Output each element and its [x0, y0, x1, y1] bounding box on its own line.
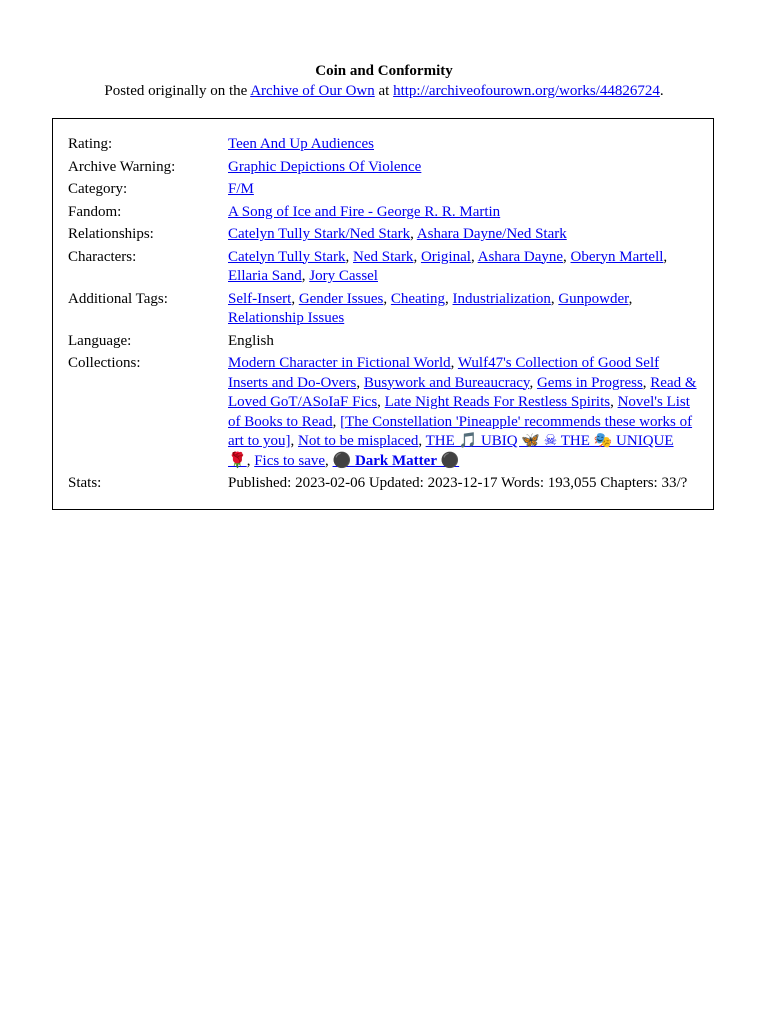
character-link[interactable]: Ashara Dayne	[477, 248, 564, 265]
collection-link[interactable]: [The Constellation 'Pineapple' recommends these works of art to you]	[228, 413, 693, 449]
category-row	[68, 180, 697, 200]
characters-label: Characters:	[68, 248, 137, 265]
warning-link[interactable]: Graphic Depictions Of Violence	[228, 158, 422, 175]
posted-period: .	[659, 83, 664, 99]
relationship-link[interactable]: Catelyn Tully Stark/Ned Stark	[228, 226, 411, 242]
collection-link[interactable]: Novel's List of Books to Read	[228, 394, 690, 430]
tags-list: Self-Insert, Gender Issues, Cheating, Industrialization, Gunpowder, Relationship Issues	[228, 290, 633, 326]
warning-label: Archive Warning:	[68, 158, 176, 175]
archive-link[interactable]: Archive of Our Own	[250, 83, 375, 99]
language-row	[68, 332, 697, 352]
character-link[interactable]: Ellaria Sand	[228, 268, 302, 284]
characters-list: Catelyn Tully Stark, Ned Stark, Original, Ashara Dayne, Oberyn Martell, Ellaria Sand, Jory Cassel	[228, 248, 668, 284]
work-metadata-box	[52, 118, 714, 510]
collections-row	[68, 354, 697, 471]
rating-link[interactable]: Teen And Up Audiences	[228, 136, 375, 152]
character-link[interactable]: Oberyn Martell	[570, 248, 664, 265]
fandom-label: Fandom:	[68, 203, 122, 220]
category-link[interactable]: F/M	[228, 181, 254, 197]
stats-value: Published: 2023-02-06 Updated: 2023-12-17 Words: 193,055 Chapters: 33/?	[228, 475, 688, 491]
tag-link[interactable]: Industrialization	[452, 290, 551, 307]
collection-link-dark-matter[interactable]: ⚫ Dark Matter ⚫	[332, 452, 460, 469]
collection-link[interactable]: Gems in Progress	[536, 374, 643, 391]
posted-at: at	[374, 83, 394, 99]
language-value: English	[228, 332, 274, 349]
collection-link[interactable]: Not to be misplaced	[297, 433, 419, 449]
relationships-list: Catelyn Tully Stark/Ned Stark, Ashara Dayne/Ned Stark	[228, 226, 567, 242]
collection-link[interactable]: Late Night Reads For Restless Spirits	[384, 394, 611, 410]
relationships-row	[68, 225, 697, 245]
stats-row	[68, 474, 697, 494]
warning-row	[68, 158, 697, 178]
work-url-link[interactable]: http://archiveofourown.org/works/44826724	[393, 83, 660, 99]
tags-label: Additional Tags:	[68, 290, 168, 307]
tag-link[interactable]: Gender Issues	[298, 290, 384, 307]
posted-prefix: Posted originally on the	[104, 83, 251, 99]
posted-line	[0, 82, 768, 101]
collection-link[interactable]: Fics to save	[254, 452, 326, 469]
character-link[interactable]: Catelyn Tully Stark	[228, 248, 346, 265]
tag-link[interactable]: Cheating	[390, 290, 446, 307]
character-link[interactable]: Ned Stark	[353, 248, 414, 265]
collections-list: Modern Character in Fictional World, Wulf47's Collection of Good Self Inserts and Do-Overs, Busywork and Bureaucracy, Gems in Progress, Read & Loved GoT/ASoIaF Fics, Late Night Reads For Restless Spirits, Novel's List of Books to Read, [The Constellation 'Pineapple' recommends these works of art to you], Not to be misplaced, THE 🎵 UBIQ 🦋 ☠ THE 🎭 UNIQUE 🌹, Fics to save, ⚫ Dark Matter ⚫	[228, 355, 697, 469]
rating-row	[68, 135, 697, 155]
character-link[interactable]: Original	[420, 248, 471, 265]
tag-link[interactable]: Relationship Issues	[228, 310, 345, 326]
collection-link[interactable]: Wulf47's Collection of Good Self Inserts and Do-Overs	[228, 355, 660, 391]
tag-link[interactable]: Gunpowder	[558, 290, 629, 307]
characters-row	[68, 248, 697, 287]
language-label: Language:	[68, 332, 132, 349]
stats-label: Stats:	[68, 475, 102, 491]
collections-label: Collections:	[68, 355, 141, 371]
character-link[interactable]: Jory Cassel	[309, 268, 378, 284]
fandom-link[interactable]: A Song of Ice and Fire - George R. R. Martin	[228, 203, 501, 220]
fandom-row	[68, 203, 697, 223]
collection-link[interactable]: Busywork and Bureaucracy	[363, 374, 530, 391]
collection-link[interactable]: THE 🎵 UBIQ 🦋 ☠ THE 🎭 UNIQUE 🌹	[228, 433, 674, 469]
rating-label: Rating:	[68, 136, 113, 152]
relationship-link[interactable]: Ashara Dayne/Ned Stark	[416, 226, 567, 242]
work-header	[0, 0, 768, 101]
work-title: Coin and Conformity	[315, 63, 453, 79]
collection-link[interactable]: Read & Loved GoT/ASoIaF Fics	[228, 374, 697, 410]
category-label: Category:	[68, 181, 128, 197]
tag-link[interactable]: Self-Insert	[228, 290, 292, 307]
tags-row	[68, 290, 697, 329]
collection-link[interactable]: Modern Character in Fictional World	[228, 355, 451, 371]
relationships-label: Relationships:	[68, 226, 154, 242]
